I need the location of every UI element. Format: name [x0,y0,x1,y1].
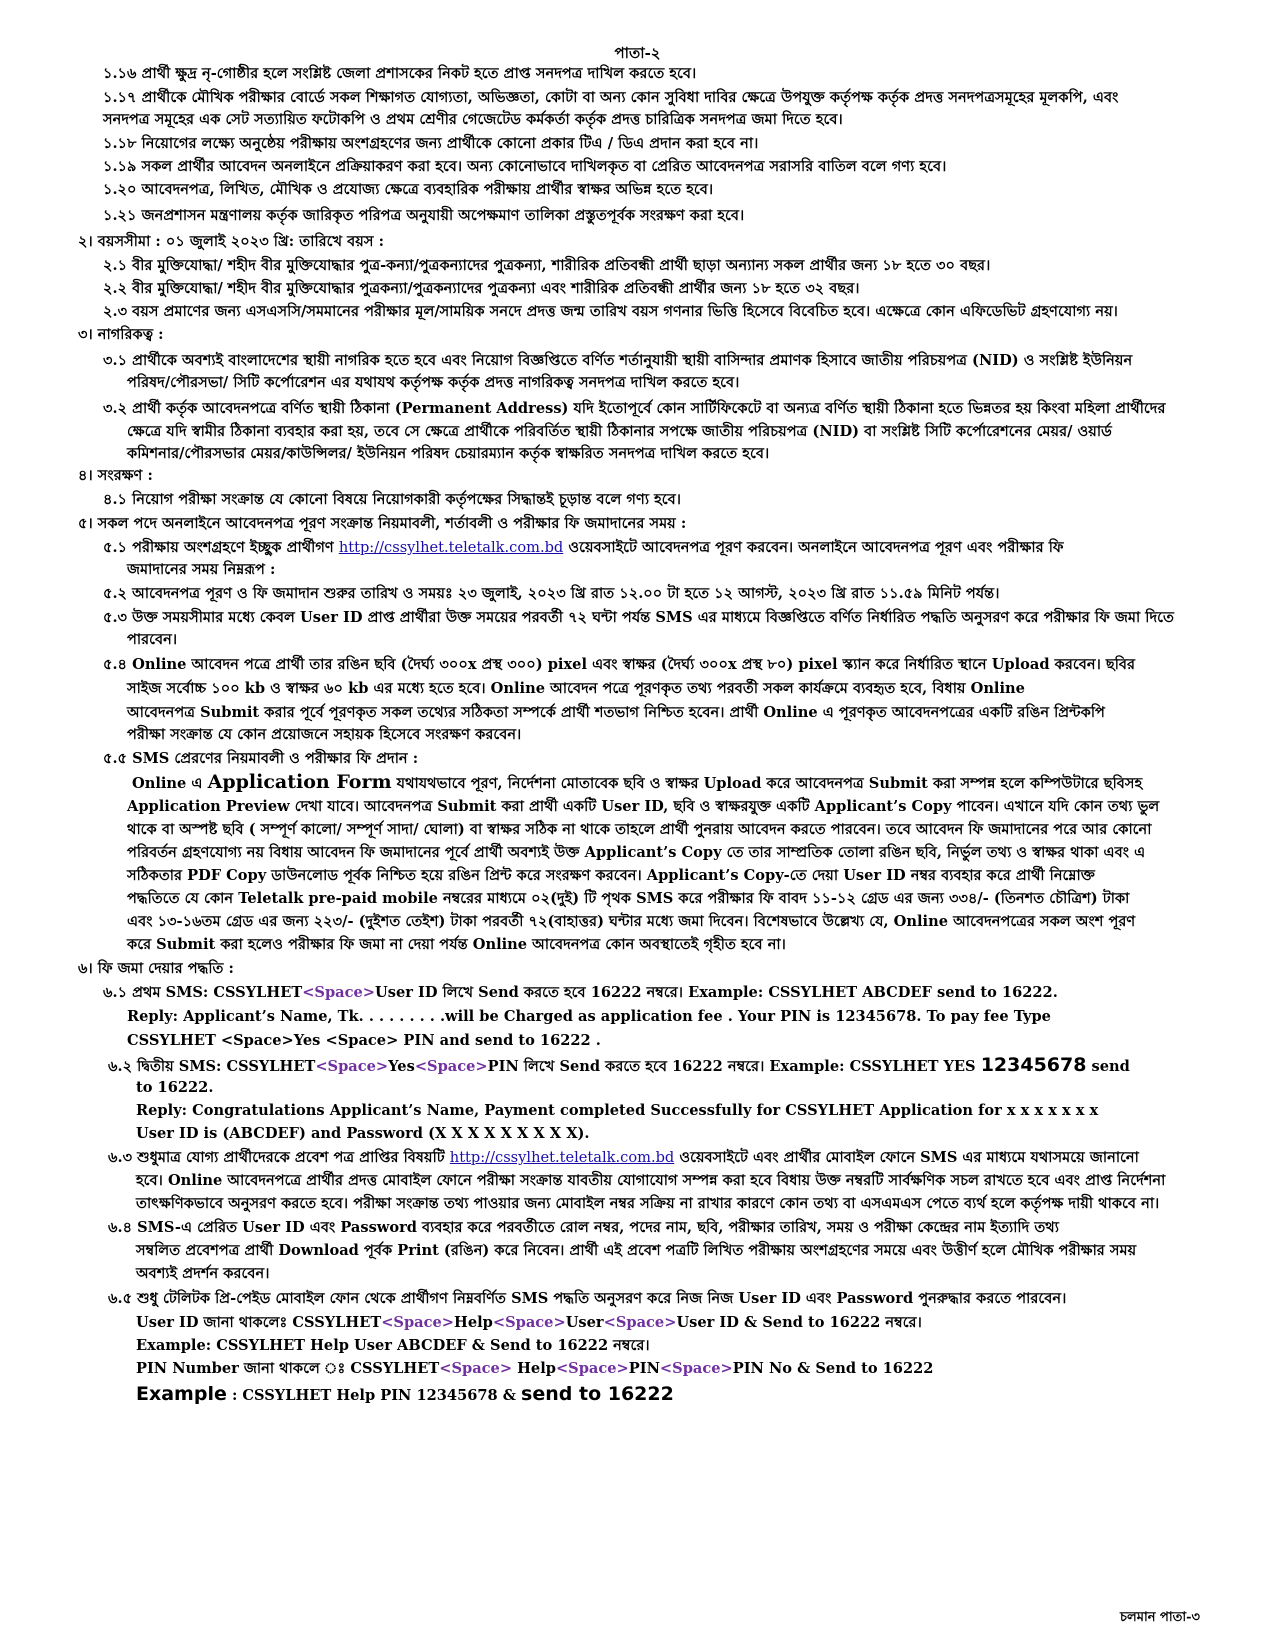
space-token: <Space> [325,1032,399,1049]
item-6-5-b1: User ID জানা থাকলেঃ CSSYLHET [136,1314,382,1331]
item-1-18: ১.১৮ নিয়োগের লক্ষ্যে অনুষ্ঠেয় পরীক্ষায় অংশগ্রহণের জন্য প্রার্থীকে কোনো প্রকার টিএ / ডিএ প্রদান করা হবে না। [103,135,759,152]
item-6-2-line1 [108,1055,1130,1077]
space-token: <Space> [414,1058,488,1075]
item-6-5-b4: User ID & Send to 16222 নম্বরে। [676,1314,922,1331]
item-6-5-b3: User [565,1314,604,1331]
item-6-5-line4 [136,1359,933,1379]
item-2-2: ২.২ বীর মুক্তিযোদ্ধা/ শহীদ বীর মুক্তিযোদ্ধার পুত্রকন্যা/পুত্রকন্যাদের পুত্রকন্যা এবং শারীরিক প্রতিবন্ধী প্রার্থীর জন্য ১৮ হতে ৩২ বছর। [103,280,860,297]
item-5-5-line3: থাকে বা অস্পষ্ট ছবি ( সম্পূর্ণ কালো/ সম্পূর্ণ সাদা/ ঘোলা) বা স্বাক্ষর সঠিক না থাকে তাহলে প্রার্থী পুনরায় আবেদন করতে পারবেন। তবে আবেদন ফি জমাদানের পরে আর কোনো [127,821,1152,838]
section-2-title: ২। বয়সসীমা : ০১ জুলাই ২০২৩ খ্রি: তারিখে বয়স : [78,233,384,250]
item-6-5-b2: Help [454,1314,493,1331]
item-6-1-c1: CSSYLHET [127,1032,221,1049]
item-6-2-a3: PIN লিখে Send করতে হবে 16222 নম্বরে। Example: CSSYLHET YES [487,1058,976,1075]
item-5-3-line1: ৫.৩ উক্ত সময়সীমার মধ্যে কেবল User ID প্রাপ্ত প্রার্থীরা উক্ত সময়ের পরবর্তী ৭২ ঘন্টা পর্যন্ত SMS এর মাধ্যমে বিজ্ঞপ্তিতে বর্ণিত নির্ধারিত পদ্ধতি অনুসরণ করে পরীক্ষার ফি জমা দিতে [103,609,1174,626]
item-6-1-line2: Reply: Applicant’s Name, Tk. . . . . . . . .will be Charged as application fee . Your PIN is 12345678. To pay fee Type [127,1008,1051,1025]
item-1-20: ১.২০ আবেদনপত্র, লিখিত, মৌখিক ও প্রযোজ্য ক্ষেত্রে ব্যবহারিক পরীক্ষায় প্রার্থীর স্বাক্ষর অভিন্ন হতে হবে। [103,181,714,198]
item-6-5-d4: PIN No & Send to 16222 [732,1360,934,1377]
item-5-4-line2: সাইজ সর্বোচ্চ ১০০ kb ও স্বাক্ষর ৬০ kb এর মধ্যে হতে হবে। Online আবেদন পত্রে পূরণকৃত তথ্য পরবর্তী সকল কার্যক্রমে ব্যবহৃত হবে, বিধায় Online [127,680,1025,697]
item-5-1-line2: জমাদানের সময় নিম্নরূপ : [127,561,276,578]
item-5-5-line6: পদ্ধতিতে যে কোন Teletalk pre-paid mobile নম্বরের মাধ্যমে ০২(দুই) টি পৃথক SMS করে পরীক্ষার ফি বাবদ ১১-১২ গ্রেড এর জন্য ৩৩৪/- (তিনশত চৌত্রিশ) টাকা [127,890,1130,907]
space-token: <Space> [439,1360,513,1377]
space-token: <Space> [555,1360,629,1377]
item-5-3-line2: পারবেন। [127,631,178,648]
item-6-5-line2 [136,1313,922,1333]
item-5-5-text-a: Online এ [132,775,203,792]
item-5-5-line5: সঠিকতার PDF Copy ডাউনলোড পূর্বক নিশ্চিত হয়ে রঙিন প্রিন্ট করে সংরক্ষণ করবেন। Applicant’s Copy-তে দেয়া User ID নম্বর ব্যবহার করে প্রার্থী নিম্নোক্ত [127,867,1095,884]
item-6-3-line1 [108,1148,1139,1168]
item-6-3-text-b: ওয়েবসাইটে এবং প্রার্থীর মোবাইল ফোনে SMS এর মাধ্যমে যথাসময়ে জানানো [679,1149,1139,1166]
item-4-1: ৪.১ নিয়োগ পরীক্ষা সংক্রান্ত যে কোনো বিষয়ে নিয়োগকারী কর্তৃপক্ষের সিদ্ধান্তই চূড়ান্ত বলে গণ্য হবে। [103,491,682,508]
item-6-1-c3: PIN and send to 16222 . [403,1032,601,1049]
item-1-19: ১.১৯ সকল প্রার্থীর আবেদন অনলাইনে প্রক্রিয়াকরণ করা হবে। অন্য কোনোভাবে দাখিলকৃত বা প্রেরিত আবেদনপত্র সরাসরি বাতিল বলে গণ্য হবে। [103,158,947,175]
item-5-5-title: ৫.৫ SMS প্রেরণের নিয়মাবলী ও পরীক্ষার ফি প্রদান : [103,750,419,767]
section-3-title: ৩। নাগরিকত্ব : [78,326,164,343]
item-6-3-line2: হবে। Online আবেদনপত্রে প্রার্থীর প্রদত্ত মোবাইল ফোনে পরীক্ষা সংক্রান্ত যাবতীয় যোগাযোগ সম্পন্ন করা হবে বিধায় উক্ত নম্বরটি সার্বক্ষণিক সচল রাখতে হবে এবং প্রাপ্ত নির্দেশনা [136,1172,1166,1189]
item-5-4-line3: আবেদনপত্র Submit করার পূর্বে পূরণকৃত সকল তথ্যের সঠিকতা সম্পর্কে প্রার্থী শতভাগ নিশ্চিত হবেন। প্রার্থী Online এ পূরণকৃত আবেদনপত্রের একটি রঙিন প্রিন্টকপি [127,704,1105,721]
continuation-footer: চলমান পাতা-৩ [1120,1610,1200,1625]
item-5-1-line1 [103,538,1064,558]
item-6-1-c2: Yes [293,1032,326,1049]
item-6-1-text-b: User ID লিখে Send করতে হবে 16222 নম্বরে। Example: CSSYLHET ABCDEF send to 16222. [375,984,1058,1001]
item-6-5-line1: ৬.৫ শুধু টেলিটক প্রি-পেইড মোবাইল ফোন থেকে প্রার্থীগণ নিম্নবর্ণিত SMS পদ্ধতি অনুসরণ করে নিজ নিজ User ID এবং Password পুনরুদ্ধার করতে পারবেন। [108,1290,1067,1307]
item-6-2-a4: send [1091,1058,1130,1075]
item-5-5-text-b: যথাযথভাবে পূরণ, নির্দেশনা মোতাবেক ছবি ও স্বাক্ষর Upload করে আবেদনপত্র Submit করা সম্পন্ন হলে কম্পিউটারে ছবিসহ [396,775,1143,792]
section-6-title: ৬। ফি জমা দেয়ার পদ্ধতি : [78,960,234,977]
item-6-4-line3: অবশ্যই প্রদর্শন করবেন। [136,1265,270,1282]
item-1-17-line2: সনদপত্র সমূহের এক সেট সত্যায়িত ফটোকপি ও প্রথম শ্রেণীর গেজেটেড কর্মকর্তা কর্তৃক প্রদত্ত চারিত্রিক সনদপত্র জমা দিতে হবে। [103,111,843,128]
item-5-5-line7: এবং ১৩-১৬তম গ্রেড এর জন্য ২২৩/- (দুইশত তেইশ) টাকা পরবর্তী ৭২(বাহাত্তর) ঘন্টার মধ্যে জমা দিবেন। বিশেষভাবে উল্লেখ্য যে, Online আবেদনপত্রের সকল অংশ পূরণ [127,913,1136,930]
item-3-2-line1: ৩.২ প্রার্থী কর্তৃক আবেদনপত্রে বর্ণিত স্থায়ী ঠিকানা (Permanent Address) যদি ইতোপূর্বে কোন সার্টিফিকেটে বা অন্যত্র বর্ণিত স্থায়ী ঠিকানা হতে ভিন্নতর হয় কিংবা মহিলা প্রার্থীদের [103,400,1166,417]
item-6-4-line1: ৬.৪ SMS-এ প্রেরিত User ID এবং Password ব্যবহার করে পরবর্তীতে রোল নম্বর, পদের নাম, ছবি, পরীক্ষার তারিখ, সময় ও পরীক্ষা কেন্দ্রের নাম ইত্যাদি তথ্য [108,1219,1059,1236]
item-6-1-text-a: ৬.১ প্রথম SMS: CSSYLHET [103,984,303,1001]
item-5-4-line1: ৫.৪ Online আবেদন পত্রে প্রার্থী তার রঙিন ছবি (দৈর্ঘ্য ৩০০x প্রস্থ ৩০০) pixel এবং স্বাক্ষর (দৈর্ঘ্য ৩০০x প্রস্থ ৮০) pixel স্ক্যান করে নির্ধারিত স্থানে Upload করবেন। ছবির [103,656,1136,673]
teletalk-link[interactable]: http://cssylhet.teletalk.com.bd [449,1149,675,1166]
item-5-5-line1 [132,772,1142,794]
item-6-2-line2: to 16222. [136,1079,214,1096]
space-token: <Space> [603,1314,677,1331]
item-6-5-d1: PIN Number জানা থাকলে ঃ CSSYLHET [136,1360,440,1377]
space-token: <Space> [492,1314,566,1331]
item-6-3-line3: তাৎক্ষণিকভাবে অনুসরণ করতে হবে। পরীক্ষা সংক্রান্ত তথ্য পাওয়ার জন্য মোবাইল নম্বর সক্রিয় না রাখার কারণে কোন তথ্য বা এসএমএস পেতে ব্যর্থ হলে কর্তৃপক্ষ দায়ী থাকবে না। [136,1195,1160,1212]
item-6-1-line3 [127,1031,601,1051]
item-6-5-e1: : CSSYLHET Help PIN 12345678 & [231,1387,516,1404]
item-3-2-line3: কমিশনার/পৌরসভার মেয়র/কাউন্সিলর/ ইউনিয়ন পরিষদ চেয়ারম্যান কর্তৃক স্বাক্ষরিত সনদপত্র দাখিল করতে হবে। [127,445,770,462]
space-token: <Space> [302,984,376,1001]
item-6-5-d3: PIN [628,1360,660,1377]
item-6-5-line3: Example: CSSYLHET Help User ABCDEF & Send to 16222 নম্বরে। [136,1337,650,1354]
section-4-title: ৪। সংরক্ষণ : [78,467,153,484]
item-6-2-line4: User ID is (ABCDEF) and Password (X X X X X X X X X). [136,1125,590,1142]
item-5-5-line2: Application Preview দেখা যাবে। আবেদনপত্র Submit করা প্রার্থী একটি User ID, ছবি ও স্বাক্ষরযুক্ত একটি Applicant’s Copy পাবেন। এখানে যদি কোন তথ্য ভুল [127,798,1160,815]
item-1-17-line1: ১.১৭ প্রার্থীকে মৌখিক পরীক্ষার বোর্ডে সকল শিক্ষাগত যোগ্যতা, অভিজ্ঞতা, কোটা বা অন্য কোন সুবিধা দাবির ক্ষেত্রে উপযুক্ত কর্তৃপক্ষ কর্তৃক প্রদত্ত সনদপত্রসমূহের মূলকপি, এবং [103,89,1119,106]
item-6-2-line3: Reply: Congratulations Applicant’s Name, Payment completed Successfully for CSSYLHET Application for x x x x x x x [136,1102,1099,1119]
pin-example: 12345678 [980,1054,1087,1076]
item-6-2-a2: Yes [388,1058,415,1075]
space-token: <Space> [381,1314,455,1331]
item-6-4-line2: সম্বলিত প্রবেশপত্র প্রার্থী Download পূর্বক Print (রঙিন) করে নিবেন। প্রার্থী এই প্রবেশ পত্রটি লিখিত পরীক্ষায় অংশগ্রহণের সময়ে এবং উত্তীর্ণ হলে মৌখিক পরীক্ষার সময় [136,1242,1137,1259]
item-6-1-line1 [103,983,1058,1003]
item-1-21: ১.২১ জনপ্রশাসন মন্ত্রণালয় কর্তৃক জারিকৃত পরিপত্র অনুযায়ী অপেক্ষমাণ তালিকা প্রস্তুতপূর্বক সংরক্ষণ করা হবে। [103,207,745,224]
item-2-3: ২.৩ বয়স প্রমাণের জন্য এসএসসি/সমমানের পরীক্ষার মূল/সাময়িক সনদে প্রদত্ত জন্ম তারিখ বয়স গণনার ভিত্তি হিসেবে বিবেচিত হবে। এক্ষেত্রে কোন এফিডেভিট গ্রহণযোগ্য নয়। [103,303,1118,320]
page-number-header: পাতা-২ [614,44,661,62]
item-5-5-line4: পরিবর্তন গ্রহণযোগ্য নয় বিধায় আবেদন ফি জমাদানের পূর্বে প্রার্থী অবশ্যই উক্ত Applicant’s Copy তে তার সাম্প্রতিক তোলা রঙিন ছবি, নির্ভুল তথ্য ও স্বাক্ষর থাকা এবং এ [127,844,1146,861]
send-to-label: send to 16222 [521,1383,674,1405]
space-token: <Space> [659,1360,733,1377]
item-3-2-line2: ক্ষেত্রে যদি স্বামীর ঠিকানা ব্যবহার করা হয়, তবে সে ক্ষেত্রে প্রার্থীকে পরিবর্তিত স্থায়ী ঠিকানার সপক্ষে জাতীয় পরিচয়পত্র (NID) বা সংশ্লিষ্ট সিটি কর্পোরেশনের মেয়র/ ওয়ার্ড [127,423,1112,440]
item-6-2-a1: ৬.২ দ্বিতীয় SMS: CSSYLHET [108,1058,316,1075]
space-token: <Space> [220,1032,294,1049]
application-form-label: Application Form [207,771,392,793]
item-5-4-line4: পরীক্ষা সংক্রান্ত যে কোন প্রয়োজনে সহায়ক হিসেবে সংরক্ষণ করবেন। [127,726,522,743]
section-5-title: ৫। সকল পদে অনলাইনে আবেদনপত্র পূরণ সংক্রান্ত নিয়মাবলী, শর্তাবলী ও পরীক্ষার ফি জমাদানের সময় : [78,515,687,532]
item-5-1-text-a: ৫.১ পরীক্ষায় অংশগ্রহণে ইচ্ছুক প্রার্থীগণ [103,539,334,556]
item-6-5-line5 [136,1384,674,1406]
item-2-1: ২.১ বীর মুক্তিযোদ্ধা/ শহীদ বীর মুক্তিযোদ্ধার পুত্র-কন্যা/পুত্রকন্যাদের পুত্রকন্যা, শারীরিক প্রতিবন্ধী প্রার্থী ছাড়া অন্যান্য সকল প্রার্থীর জন্য ১৮ হতে ৩০ বছর। [103,257,991,274]
item-5-2: ৫.২ আবেদনপত্র পূরণ ও ফি জমাদান শুরুর তারিখ ও সময়ঃ ২৩ জুলাই, ২০২৩ খ্রি রাত ১২.০০ টা হতে ১২ আগস্ট, ২০২৩ খ্রি রাত ১১.৫৯ মিনিট পর্যন্ত। [103,585,1000,602]
item-6-3-text-a: ৬.৩ শুধুমাত্র যোগ্য প্রার্থীদেরকে প্রবেশ পত্র প্রাপ্তির বিষয়টি [108,1149,445,1166]
item-1-16: ১.১৬ প্রার্থী ক্ষুদ্র নৃ-গোষ্ঠীর হলে সংশ্লিষ্ট জেলা প্রশাসকের নিকট হতে প্রাপ্ত সনদপত্র দাখিল করতে হবে। [103,65,697,82]
example-label: Example [136,1383,227,1405]
item-3-1-line1: ৩.১ প্রার্থীকে অবশ্যই বাংলাদেশের স্থায়ী নাগরিক হতে হবে এবং নিয়োগ বিজ্ঞপ্তিতে বর্ণিত শর্তানুযায়ী স্থায়ী বাসিন্দার প্রমাণক হিসাবে জাতীয় পরিচয়পত্র (NID) ও সংশ্লিষ্ট ইউনিয়ন [103,352,1133,369]
teletalk-link[interactable]: http://cssylhet.teletalk.com.bd [338,539,564,556]
item-6-5-d2: Help [512,1360,556,1377]
item-5-1-text-b: ওয়েবসাইটে আবেদনপত্র পূরণ করবেন। অনলাইনে আবেদনপত্র পূরণ এবং পরীক্ষার ফি [568,539,1064,556]
item-5-5-line8: করে Submit করা হলেও পরীক্ষার ফি জমা না দেয়া পর্যন্ত Online আবেদনপত্র কোন অবস্থাতেই গৃহীত হবে না। [127,936,786,953]
space-token: <Space> [315,1058,389,1075]
item-3-1-line2: পরিষদ/পৌরসভা/ সিটি কর্পোরেশন এর যথাযথ কর্তৃপক্ষ কর্তৃক প্রদত্ত নাগরিকত্ব সনদপত্র দাখিল করতে হবে। [127,374,740,391]
